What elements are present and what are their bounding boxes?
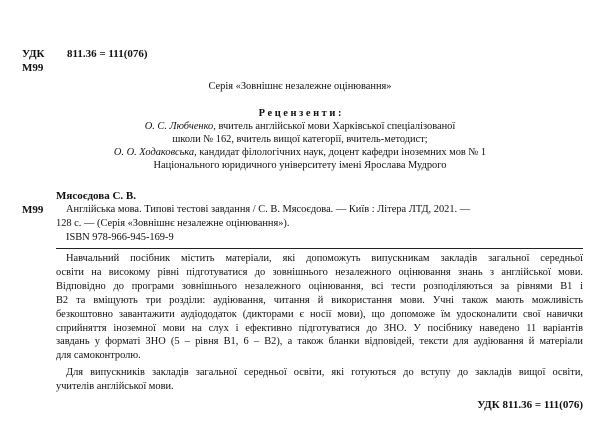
series-title: Серія «Зовнішнє незалежне оцінювання»	[208, 81, 392, 92]
reviewer-text-1: , вчитель англійської мови Харківської спеціалізованої	[213, 121, 456, 132]
annotation-line: для самоконтролю.	[56, 350, 141, 362]
reviewer-text-4: Національного юридичного університету імені Ярослава Мудрого	[153, 160, 447, 171]
reviewer-line-4	[0, 160, 600, 171]
annotation-line: Навчальний посібник містить матеріали, які допоможуть випускникам закладів загальної середньої	[66, 253, 583, 264]
udk-label: УДК	[22, 48, 45, 60]
catalog-isbn: ISBN 978-966-945-169-9	[66, 232, 174, 243]
reviewers-heading: Р е ц е н з е н т и :	[258, 108, 342, 119]
divider-line	[56, 248, 583, 249]
footer-udk: УДК 811.36 = 111(076)	[477, 399, 583, 411]
reviewer-text-3: , кандидат філологічних наук, доцент кафедри іноземних мов № 1	[194, 147, 487, 158]
annotation-paragraph-2	[56, 366, 583, 394]
annotation-line: В2 та вміщують три розділи: аудіювання, читання й використання мови. Учні також мають можливість	[56, 294, 583, 306]
reviewer-name-1: О. С. Любченко	[144, 121, 214, 132]
annotation-line: освіти на високому рівні підготуватися до зовнішнього незалежного оцінювання знань з англійської мови.	[56, 266, 583, 278]
reviewer-text-2: школи № 162, вчитель вищої категорії, вчитель-методист;	[172, 134, 428, 145]
annotation-line: завдань у форматі ЗНО (5 – рівня В1, 6 – В2), а також бланки відповідей, тексти для аудіювання й матеріали	[56, 336, 583, 348]
catalog-code: М99	[22, 204, 44, 216]
annotation-line: сприйняття іноземної мови на слух і ефективно підготуватися до ЗНО. У посібнику наведено 11 варіантів	[56, 322, 583, 334]
annotation-paragraph-1	[56, 252, 583, 363]
annotation-line: учителів англійської мови.	[56, 380, 174, 392]
reviewer-line-3	[0, 147, 600, 158]
annotation-line: Для випускників закладів загальної середньої освіти, які готуються до вступу до закладів вищої освіти,	[66, 367, 583, 378]
reviewer-name-2: О. О. Ходаковська	[113, 147, 195, 158]
bbk-code: М99	[22, 62, 44, 74]
catalog-line-1: Англійська мова. Типові тестові завдання / С. В. Мясоєдова. — Київ : Літера ЛТД, 2021. —	[66, 204, 471, 215]
annotation-line: Відповідно до програми зовнішнього незалежного оцінювання, всі тести розподіляються за рівнями В1 і	[56, 280, 583, 292]
udk-value: 811.36 = 111(076)	[67, 48, 148, 60]
reviewer-line-2	[0, 134, 600, 145]
reviewer-line-1	[0, 121, 600, 132]
catalog-line-2: 128 с. — (Серія «Зовнішнє незалежне оцінювання»).	[56, 218, 290, 229]
catalog-author: Мясоєдова С. В.	[56, 190, 136, 202]
annotation-line: безкоштовно завантажити аудіододаток (дикторами є носії мови), що допоможе їм удосконалити свої навички	[56, 308, 583, 320]
